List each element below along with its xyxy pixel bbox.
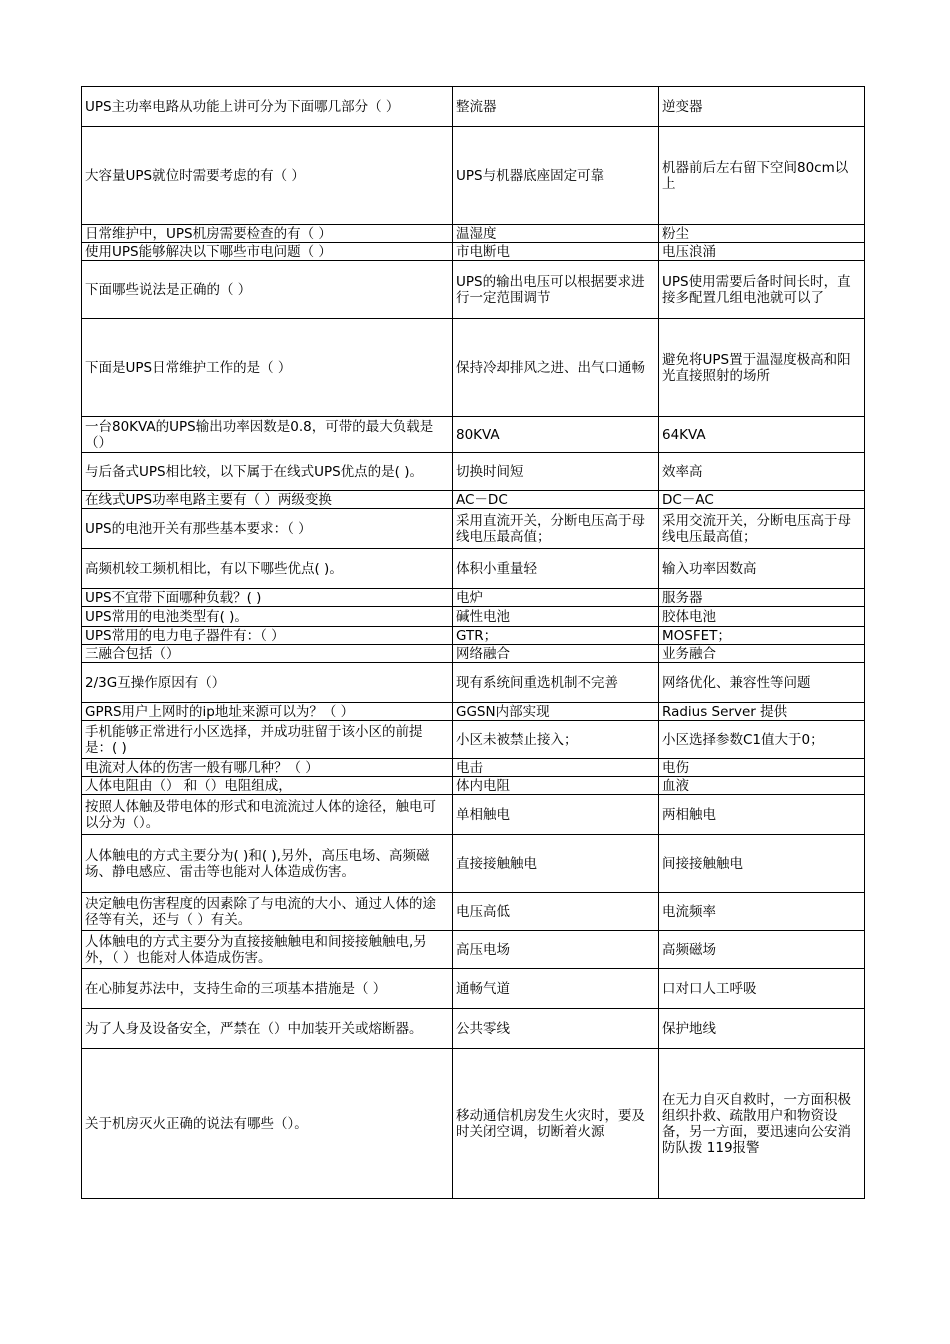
question-cell: 高频机较工频机相比，有以下哪些优点( )。 bbox=[82, 549, 453, 589]
option-a-cell: 切换时间短 bbox=[453, 453, 659, 491]
option-a-cell: 保持冷却排风之进、出气口通畅 bbox=[453, 319, 659, 417]
question-cell: 使用UPS能够解决以下哪些市电问题（ ） bbox=[82, 243, 453, 261]
table-row bbox=[82, 509, 865, 549]
question-cell: 2/3G互操作原因有（） bbox=[82, 663, 453, 703]
option-b-cell: 机器前后左右留下空间80cm以上 bbox=[659, 127, 865, 225]
option-b-cell: 服务器 bbox=[659, 589, 865, 607]
option-a-cell: GGSN内部实现 bbox=[453, 703, 659, 721]
question-cell: UPS常用的电池类型有( )。 bbox=[82, 607, 453, 627]
option-b-cell: 口对口人工呼吸 bbox=[659, 969, 865, 1009]
option-b-cell: 避免将UPS置于温湿度极高和阳光直接照射的场所 bbox=[659, 319, 865, 417]
table-row bbox=[82, 893, 865, 931]
table-row bbox=[82, 931, 865, 969]
table-row bbox=[82, 645, 865, 663]
table-row bbox=[82, 703, 865, 721]
question-cell: 人体触电的方式主要分为( )和( ),另外，高压电场、高频磁场、静电感应、雷击等也能对人体造成伤害。 bbox=[82, 835, 453, 893]
option-b-cell: 小区选择参数C1值大于0； bbox=[659, 721, 865, 759]
option-b-cell: 间接接触触电 bbox=[659, 835, 865, 893]
option-a-cell: 碱性电池 bbox=[453, 607, 659, 627]
option-b-cell: 保护地线 bbox=[659, 1009, 865, 1049]
question-cell: 下面是UPS日常维护工作的是（ ） bbox=[82, 319, 453, 417]
table-row bbox=[82, 87, 865, 127]
table-row bbox=[82, 243, 865, 261]
option-b-cell: 电压浪涌 bbox=[659, 243, 865, 261]
option-b-cell: 逆变器 bbox=[659, 87, 865, 127]
question-cell: 大容量UPS就位时需要考虑的有（ ） bbox=[82, 127, 453, 225]
option-b-cell: 采用交流开关，分断电压高于母线电压最高值； bbox=[659, 509, 865, 549]
option-a-cell: 体内电阻 bbox=[453, 777, 659, 795]
option-b-cell: 在无力自灭自救时，一方面积极组织扑救、疏散用户和物资设备，另一方面，要迅速向公安消防队拨 119报警 bbox=[659, 1049, 865, 1199]
option-b-cell: 网络优化、兼容性等问题 bbox=[659, 663, 865, 703]
option-a-cell: 采用直流开关，分断电压高于母线电压最高值； bbox=[453, 509, 659, 549]
question-cell: UPS不宜带下面哪种负载？( ) bbox=[82, 589, 453, 607]
table-row bbox=[82, 1049, 865, 1199]
table-row bbox=[82, 969, 865, 1009]
option-b-cell: 血液 bbox=[659, 777, 865, 795]
option-b-cell: 电流频率 bbox=[659, 893, 865, 931]
option-b-cell: 胶体电池 bbox=[659, 607, 865, 627]
question-cell: UPS常用的电力电子器件有：（ ） bbox=[82, 627, 453, 645]
option-a-cell: 现有系统间重选机制不完善 bbox=[453, 663, 659, 703]
option-b-cell: MOSFET； bbox=[659, 627, 865, 645]
question-cell: UPS的电池开关有那些基本要求：（ ） bbox=[82, 509, 453, 549]
option-a-cell: 温湿度 bbox=[453, 225, 659, 243]
option-b-cell: 效率高 bbox=[659, 453, 865, 491]
question-cell: 与后备式UPS相比较，以下属于在线式UPS优点的是( )。 bbox=[82, 453, 453, 491]
table-row bbox=[82, 491, 865, 509]
table-row bbox=[82, 627, 865, 645]
question-cell: 三融合包括（） bbox=[82, 645, 453, 663]
option-a-cell: 移动通信机房发生火灾时，要及时关闭空调，切断着火源 bbox=[453, 1049, 659, 1199]
option-a-cell: 电击 bbox=[453, 759, 659, 777]
table-row bbox=[82, 127, 865, 225]
option-b-cell: 输入功率因数高 bbox=[659, 549, 865, 589]
table-row bbox=[82, 589, 865, 607]
table-row bbox=[82, 453, 865, 491]
question-cell: 下面哪些说法是正确的（ ） bbox=[82, 261, 453, 319]
option-a-cell: 网络融合 bbox=[453, 645, 659, 663]
question-cell: 按照人体触及带电体的形式和电流流过人体的途径，触电可以分为（）。 bbox=[82, 795, 453, 835]
table-row bbox=[82, 1009, 865, 1049]
option-b-cell: UPS使用需要后备时间长时，直接多配置几组电池就可以了 bbox=[659, 261, 865, 319]
table-row bbox=[82, 261, 865, 319]
option-a-cell: UPS的输出电压可以根据要求进行一定范围调节 bbox=[453, 261, 659, 319]
question-cell: 人体触电的方式主要分为直接接触触电和间接接触触电,另外，（ ）也能对人体造成伤害。 bbox=[82, 931, 453, 969]
option-b-cell: 电伤 bbox=[659, 759, 865, 777]
question-cell: 手机能够正常进行小区选择，并成功驻留于该小区的前提是：( ) bbox=[82, 721, 453, 759]
option-a-cell: 体积小重量轻 bbox=[453, 549, 659, 589]
question-cell: GPRS用户上网时的ip地址来源可以为？（ ） bbox=[82, 703, 453, 721]
option-a-cell: 公共零线 bbox=[453, 1009, 659, 1049]
option-a-cell: 直接接触触电 bbox=[453, 835, 659, 893]
option-b-cell: 粉尘 bbox=[659, 225, 865, 243]
question-cell: 在线式UPS功率电路主要有（ ）两级变换 bbox=[82, 491, 453, 509]
option-a-cell: 通畅气道 bbox=[453, 969, 659, 1009]
option-a-cell: 小区未被禁止接入； bbox=[453, 721, 659, 759]
option-a-cell: 电压高低 bbox=[453, 893, 659, 931]
option-a-cell: 单相触电 bbox=[453, 795, 659, 835]
option-b-cell: 64KVA bbox=[659, 417, 865, 453]
question-cell: 人体电阻由（） 和（）电阻组成， bbox=[82, 777, 453, 795]
option-a-cell: 电炉 bbox=[453, 589, 659, 607]
table-row bbox=[82, 777, 865, 795]
option-b-cell: Radius Server 提供 bbox=[659, 703, 865, 721]
option-a-cell: AC－DC bbox=[453, 491, 659, 509]
option-b-cell: 高频磁场 bbox=[659, 931, 865, 969]
table-row bbox=[82, 607, 865, 627]
question-cell: 日常维护中，UPS机房需要检查的有（ ） bbox=[82, 225, 453, 243]
question-cell: 关于机房灭火正确的说法有哪些（）。 bbox=[82, 1049, 453, 1199]
question-cell: 一台80KVA的UPS输出功率因数是0.8，可带的最大负载是（） bbox=[82, 417, 453, 453]
question-cell: 为了人身及设备安全，严禁在（）中加装开关或熔断器。 bbox=[82, 1009, 453, 1049]
table-row bbox=[82, 549, 865, 589]
table-row bbox=[82, 417, 865, 453]
option-b-cell: 两相触电 bbox=[659, 795, 865, 835]
option-a-cell: 整流器 bbox=[453, 87, 659, 127]
table-row bbox=[82, 721, 865, 759]
table-row bbox=[82, 663, 865, 703]
option-a-cell: UPS与机器底座固定可靠 bbox=[453, 127, 659, 225]
option-a-cell: 80KVA bbox=[453, 417, 659, 453]
table-row bbox=[82, 759, 865, 777]
question-cell: 在心肺复苏法中，支持生命的三项基本措施是（ ） bbox=[82, 969, 453, 1009]
option-b-cell: 业务融合 bbox=[659, 645, 865, 663]
option-a-cell: GTR； bbox=[453, 627, 659, 645]
option-a-cell: 高压电场 bbox=[453, 931, 659, 969]
question-cell: UPS主功率电路从功能上讲可分为下面哪几部分（ ） bbox=[82, 87, 453, 127]
table-row bbox=[82, 835, 865, 893]
question-table bbox=[81, 86, 865, 1199]
table-row bbox=[82, 795, 865, 835]
option-b-cell: DC－AC bbox=[659, 491, 865, 509]
option-a-cell: 市电断电 bbox=[453, 243, 659, 261]
table-row bbox=[82, 225, 865, 243]
question-cell: 电流对人体的伤害一般有哪几种？（ ） bbox=[82, 759, 453, 777]
question-cell: 决定触电伤害程度的因素除了与电流的大小、通过人体的途径等有关，还与（ ）有关。 bbox=[82, 893, 453, 931]
table-row bbox=[82, 319, 865, 417]
